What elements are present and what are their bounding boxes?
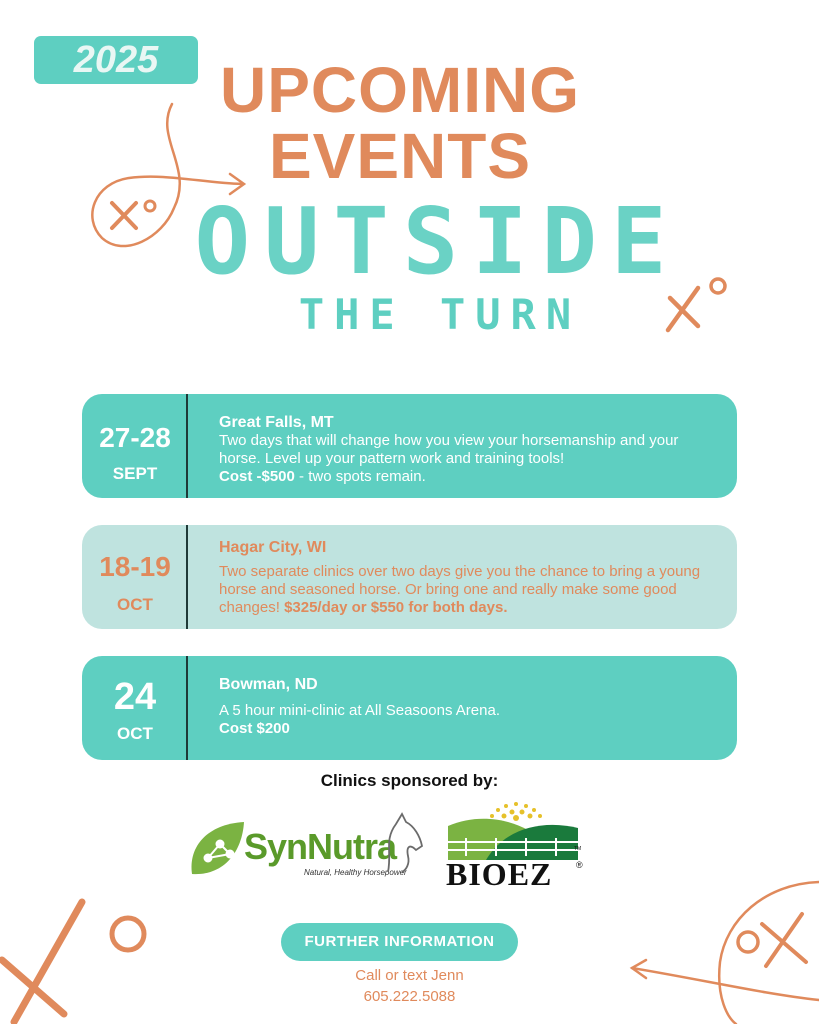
event-day: 27-28 [99, 422, 171, 453]
event-month: SEPT [112, 464, 158, 483]
event-cost-label: $325/day or $550 for both days. [284, 599, 508, 616]
synnutra-leaf-icon [188, 820, 246, 878]
bioez-logo [446, 800, 588, 892]
synnutra-wordmark: SynNutra [244, 826, 397, 867]
event-month: OCT [117, 724, 153, 743]
bioez-sun-fields-icon [446, 800, 580, 860]
sponsors-title: Clinics sponsored by: [320, 771, 499, 790]
year-badge: 2025 [34, 36, 198, 84]
horse-head-icon [378, 812, 424, 874]
event-card-hagar-city [82, 525, 737, 629]
event-location: Bowman, ND [219, 676, 318, 693]
event-cost-note: - two spots remain. [294, 468, 426, 485]
event-details [219, 414, 719, 486]
contact-phone[interactable]: 605.222.5088 [363, 988, 456, 1005]
event-description: Two separate clinics over two days give you the chance to bring a young horse and seasoned horse. Or bring one and really make some good changes! $325/day or $550 for both days. [219, 563, 701, 616]
event-location: Hagar City, WI [219, 539, 327, 556]
further-information-button[interactable]: FURTHER INFORMATION [281, 923, 518, 961]
event-card-bowman [82, 656, 737, 760]
event-date [82, 525, 188, 629]
brand-the-turn: THE TURN [298, 290, 582, 339]
bioez-registered-mark: ® [576, 860, 583, 870]
event-month: OCT [117, 595, 153, 614]
headline-events: EVENTS [268, 120, 532, 192]
event-details [219, 539, 719, 617]
event-description: A 5 hour mini-clinic at All Seasoons Arena. [219, 702, 500, 719]
event-location: Great Falls, MT [219, 414, 334, 431]
event-details [219, 676, 719, 738]
event-day: 24 [113, 676, 157, 718]
brand-outside: OUTSIDE [194, 188, 681, 295]
event-card-great-falls [82, 394, 737, 498]
contact-line: Call or text Jenn [355, 967, 464, 984]
event-date [82, 656, 188, 760]
bioez-trademark: TM [574, 846, 582, 852]
event-cost-label: Cost $200 [219, 720, 290, 737]
event-cost-label: Cost -$500 [219, 468, 295, 485]
headline-upcoming: UPCOMING [220, 54, 580, 126]
event-description: Two days that will change how you view your horsemanship and your horse. Level up your pattern work and training tools! [219, 432, 679, 467]
event-day: 18-19 [99, 551, 171, 582]
synnutra-tagline: Natural, Healthy Horsepower [304, 868, 407, 877]
synnutra-logo [188, 812, 428, 882]
event-date [82, 394, 188, 498]
event-cost [219, 468, 719, 486]
xo-mark-decoration [664, 268, 734, 338]
bioez-wordmark: BIOEZ [446, 856, 553, 892]
